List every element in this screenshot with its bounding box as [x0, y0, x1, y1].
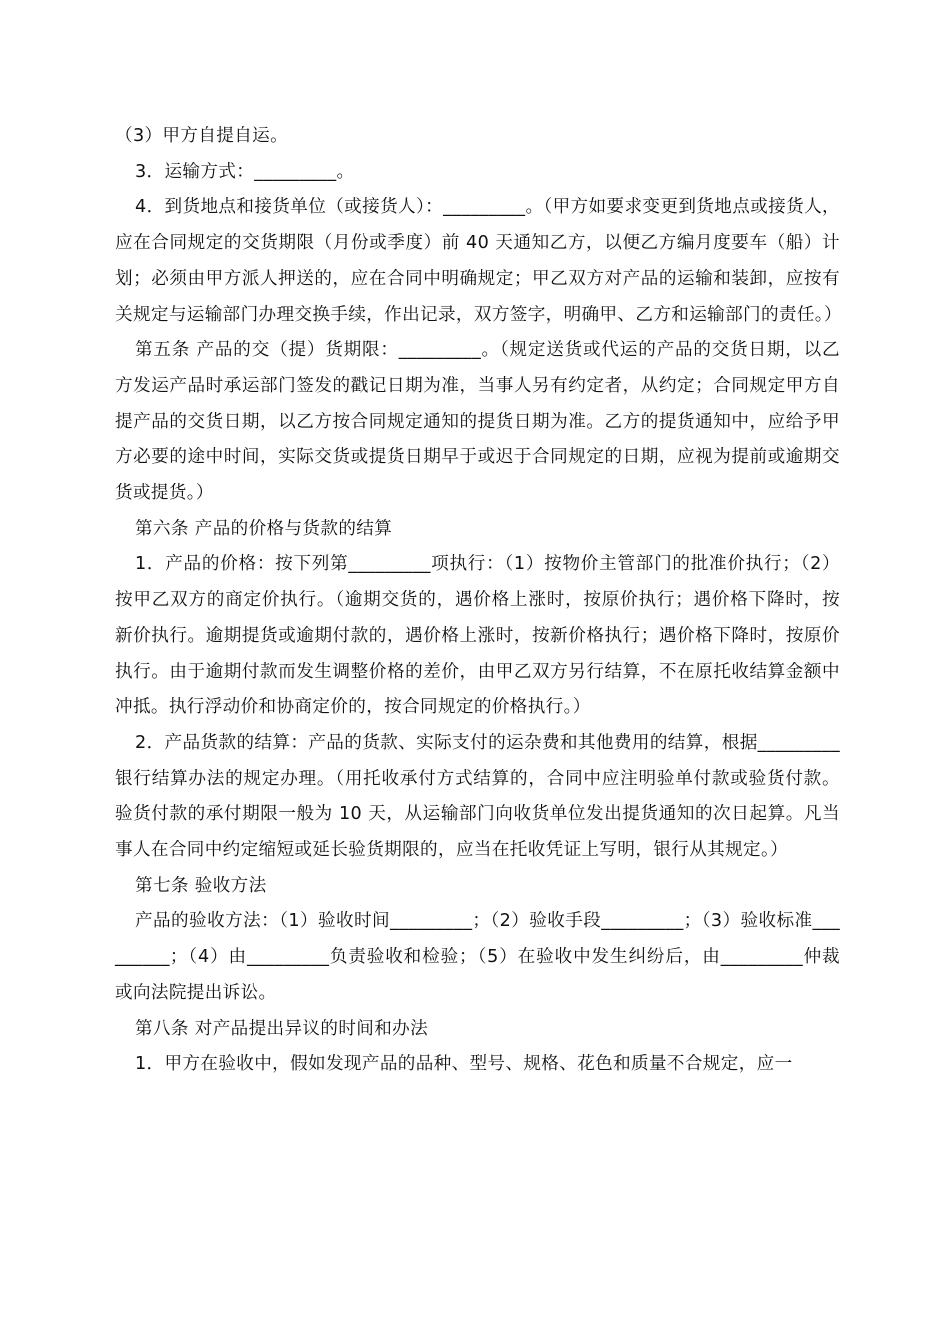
heading-article-8: 第八条 对产品提出异议的时间和办法 [135, 1018, 429, 1039]
heading-article-7: 第七条 验收方法 [135, 875, 267, 896]
paragraph-objection-procedure: 1．甲方在验收中，假如发现产品的品种、型号、规格、花色和质量不合规定，应一 [135, 1054, 793, 1075]
paragraph-delivery-location: 4．到货地点和接货单位（或接货人）：_________。（甲方如要求变更到货地点或接货人，应在合同规定的交货期限（月份或季度）前 40 天通知乙方，以便乙方编月度要车（船）计划；必须由甲方派人押送的，应在合同中明确规定；甲乙双方对产品的运输和装卸，应按有关规定与运输部门办理交换手续，作出记录，双方签字，明确甲、乙方和运输部门的责任。） [115, 197, 842, 325]
paragraph-acceptance-method: 产品的验收方法：（1）验收时间_________；（2）验收手段_________；（3）验收标准_________；（4）由_________负责验收和检验；（5）在验收中发生纠纷后，由_________仲裁或向法院提出诉讼。 [115, 911, 840, 1003]
paragraph-payment-settlement: 2．产品货款的结算：产品的货款、实际支付的运杂费和其他费用的结算，根据_________银行结算办法的规定办理。（用托收承付方式结算的，合同中应注明验单付款或验货付款。验货付款的承付期限一般为 10 天，从运输部门向收货单位发出提货通知的次日起算。凡当事人在合同中约定缩短或延长验货期限的，应当在托收凭证上写明，银行从其规定。） [115, 732, 840, 861]
paragraph-article-5-delivery-period: 第五条 产品的交（提）货期限：_________。（规定送货或代运的产品的交货日期，以乙方发运产品时承运部门签发的戳记日期为准，当事人另有约定者，从约定；合同规定甲方自提产品的交货日期，以乙方按合同规定通知的提货日期为准。乙方的提货通知中，应给予甲方必要的途中时间，实际交货或提货日期早于或迟于合同规定的日期，应视为提前或逾期交货或提货。） [115, 340, 840, 504]
heading-article-6: 第六条 产品的价格与货款的结算 [135, 518, 393, 539]
contract-text-body [115, 119, 840, 1083]
paragraph-transport-method: 3．运输方式：_________。 [135, 161, 355, 182]
paragraph-self-pickup: （3）甲方自提自运。 [115, 126, 289, 146]
paragraph-product-price: 1．产品的价格：按下列第_________项执行：（1）按物价主管部门的批准价执行；（2）按甲乙双方的商定价执行。（逾期交货的，遇价格上涨时，按原价执行；遇价格下降时，按新价执行。逾期提货或逾期付款的，遇价格上涨时，按新价格执行；遇价格下降时，按原价执行。由于逾期付款而发生调整价格的差价，由甲乙双方另行结算，不在原托收结算金额中冲抵。执行浮动价和协商定价的，按合同规定的价格执行。） [115, 554, 840, 718]
